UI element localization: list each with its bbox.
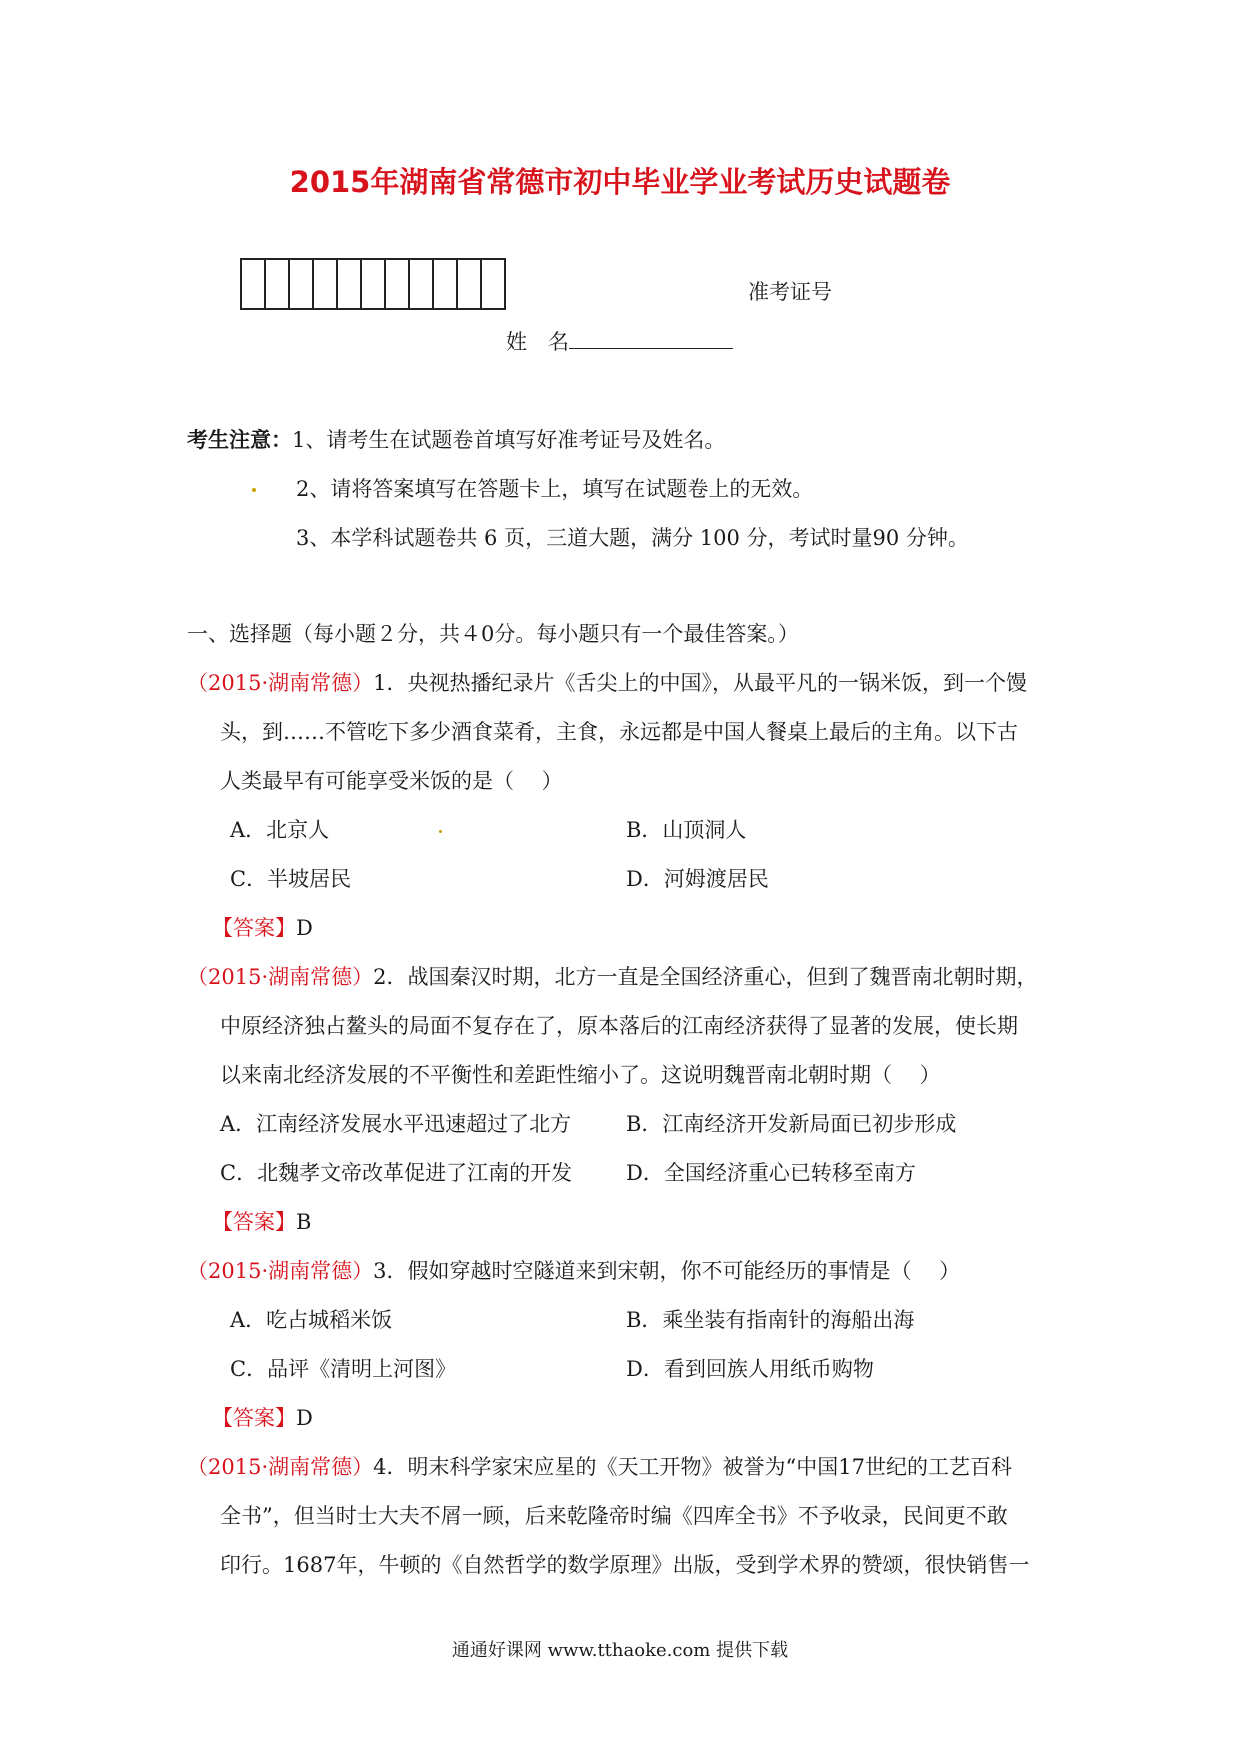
question-source-tag: （2015·湖南常德）	[187, 1259, 374, 1283]
question-source-tag: （2015·湖南常德）	[187, 965, 374, 989]
question-text: 印行。1687年，牛顿的《自然哲学的数学原理》出版，受到学术界的赞颂，很快销售一	[220, 1553, 1030, 1577]
question-2-line-1	[187, 961, 1037, 991]
option-c[interactable]: C．北魏孝文帝改革促进了江南的开发	[220, 1161, 573, 1185]
section-heading: 一、选择题（每小题２分，共４0分。每小题只有一个最佳答案。）	[187, 622, 799, 646]
question-text: 3．假如穿越时空隧道来到宋朝，你不可能经历的事情是（ ）	[373, 1259, 961, 1283]
exam-id-box[interactable]	[336, 258, 362, 310]
answer-value: B	[296, 1210, 312, 1234]
answer-label: 【答案】	[212, 916, 296, 940]
question-1-line-1	[187, 667, 1027, 697]
question-text: 人类最早有可能享受米饭的是（ ）	[220, 769, 563, 793]
answer-line	[212, 1402, 313, 1432]
exam-id-box[interactable]	[480, 258, 506, 310]
question-3-line-1	[187, 1255, 960, 1285]
page-title: 2015年湖南省常德市初中毕业学业考试历史试题卷	[289, 165, 951, 199]
question-text: 4．明末科学家宋应星的《天工开物》被誉为“中国17世纪的工艺百科	[373, 1455, 1012, 1479]
question-source-tag: （2015·湖南常德）	[187, 671, 374, 695]
option-b[interactable]: B．乘坐装有指南针的海船出海	[626, 1308, 915, 1332]
answer-value: D	[296, 1406, 313, 1430]
question-text: 中原经济独占鳌头的局面不复存在了，原本落后的江南经济获得了显著的发展，使长期	[220, 1014, 1018, 1038]
exam-id-box[interactable]	[240, 258, 266, 310]
question-text: 2．战国秦汉时期，北方一直是全国经济重心，但到了魏晋南北朝时期，	[373, 965, 1038, 989]
exam-id-box[interactable]	[408, 258, 434, 310]
exam-id-box[interactable]	[432, 258, 458, 310]
option-d[interactable]: D．全国经济重心已转移至南方	[626, 1161, 916, 1185]
exam-id-label: 准考证号	[748, 280, 832, 304]
exam-id-box[interactable]	[456, 258, 482, 310]
option-d[interactable]: D．河姆渡居民	[626, 867, 769, 891]
option-b[interactable]: B．山顶洞人	[626, 818, 747, 842]
name-underline[interactable]	[569, 328, 733, 349]
answer-value: D	[296, 916, 313, 940]
name-field[interactable]	[506, 326, 733, 356]
option-c[interactable]: C．品评《清明上河图》	[230, 1357, 457, 1381]
exam-id-box[interactable]	[360, 258, 386, 310]
notice-line-1	[187, 424, 725, 454]
question-text: 全书”，但当时士大夫不屑一顾，后来乾隆帝时编《四库全书》不予收录，民间更不敢	[220, 1504, 1008, 1528]
exam-id-box[interactable]	[288, 258, 314, 310]
question-source-tag: （2015·湖南常德）	[187, 1455, 374, 1479]
answer-line	[212, 912, 313, 942]
exam-id-box[interactable]	[384, 258, 410, 310]
name-label: 姓 名	[506, 330, 569, 354]
option-a[interactable]: A．吃占城稻米饭	[230, 1308, 393, 1332]
exam-id-box[interactable]	[312, 258, 338, 310]
notice-item: 3、本学科试题卷共 6 页，三道大题，满分 100 分，考试时量90 分钟。	[296, 526, 969, 550]
option-a[interactable]: A．江南经济发展水平迅速超过了北方	[220, 1112, 572, 1136]
exam-id-box[interactable]	[264, 258, 290, 310]
question-text: 头，到……不管吃下多少酒食菜肴，主食，永远都是中国人餐桌上最后的主角。以下古	[220, 720, 1018, 744]
stray-mark-icon	[439, 830, 442, 833]
option-b[interactable]: B．江南经济开发新局面已初步形成	[626, 1112, 957, 1136]
option-a[interactable]: A．北京人	[230, 818, 330, 842]
notice-item: 2、请将答案填写在答题卡上，填写在试题卷上的无效。	[296, 477, 814, 501]
answer-label: 【答案】	[212, 1210, 296, 1234]
question-4-line-1	[187, 1451, 1012, 1481]
answer-label: 【答案】	[212, 1406, 296, 1430]
stray-mark-icon	[252, 488, 256, 492]
question-text: 以来南北经济发展的不平衡性和差距性缩小了。这说明魏晋南北朝时期（ ）	[220, 1063, 941, 1087]
question-text: 1．央视热播纪录片《舌尖上的中国》，从最平凡的一锅米饭，到一个馒	[373, 671, 1027, 695]
answer-line	[212, 1206, 311, 1236]
option-c[interactable]: C．半坡居民	[230, 867, 352, 891]
notice-item: 1、请考生在试题卷首填写好准考证号及姓名。	[292, 428, 726, 452]
exam-id-boxes[interactable]	[240, 258, 504, 310]
page-footer: 通通好课网 www.tthaoke.com 提供下载	[451, 1640, 789, 1661]
notice-label: 考生注意：	[187, 428, 292, 452]
option-d[interactable]: D．看到回族人用纸币购物	[626, 1357, 874, 1381]
